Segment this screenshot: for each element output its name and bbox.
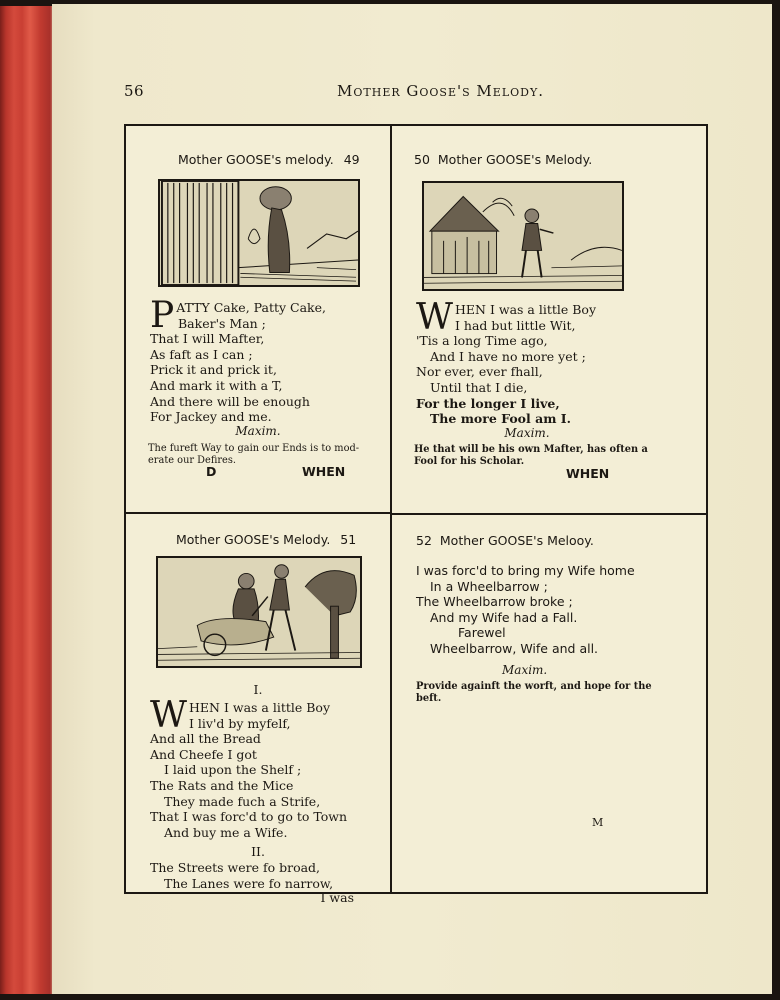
- facsimile-frame: [124, 124, 708, 905]
- verse-line: They made fuch a Strife,: [164, 793, 321, 809]
- verse-line: The Wheelbarrow broke ;: [416, 594, 573, 609]
- verse-line: Prick it and prick it,: [150, 362, 277, 378]
- verse-2: [150, 860, 386, 891]
- panel-page-number: 51: [340, 532, 357, 547]
- stanza-label: I.: [253, 682, 263, 697]
- panel-page-number: 52: [416, 533, 432, 548]
- verse-line: And all the Bread: [150, 731, 261, 747]
- verse-line: And I have no more yet ;: [430, 348, 586, 364]
- maxim-text: He that will be his own Mafter, has often a Fool for his Scholar.: [414, 444, 648, 467]
- catchword: M: [592, 816, 604, 829]
- verse-line: The Rats and the Mice: [150, 777, 294, 793]
- page-number: 56: [124, 82, 145, 100]
- running-title: Mother Goose's Melody.: [337, 82, 544, 100]
- verse-line: The Lanes were fo narrow,: [164, 875, 334, 891]
- verse-line: ATTY Cake, Patty Cake,: [176, 300, 326, 315]
- panel-header: [176, 532, 356, 548]
- panel-header-text: Mother GOOSE's melody.: [178, 152, 334, 167]
- panel-header: [178, 152, 360, 168]
- maxim-text: Provide againft the worft, and hope for the beft.: [416, 681, 652, 704]
- verse-line: Wheelbarrow, Wife and all.: [430, 640, 599, 656]
- verse: [416, 297, 702, 427]
- verse-line: I had but little Wit,: [455, 317, 576, 333]
- maxim-title: Maxim.: [235, 424, 281, 438]
- catchword: WHEN: [302, 464, 346, 479]
- verse-line: I laid upon the Shelf ;: [164, 762, 302, 778]
- drop-cap: W: [150, 695, 188, 736]
- verse-line: HEN I was a little Boy: [189, 700, 331, 715]
- verse-line: The Streets were fo broad,: [150, 860, 321, 875]
- verse-line: That I was forc'd to go to Town: [150, 809, 348, 825]
- verse-line: Until that I die,: [430, 379, 528, 395]
- verse-line: 'Tis a long Time ago,: [416, 333, 548, 349]
- verse-line: And Cheefe I got: [150, 746, 257, 762]
- stanza-label: II.: [251, 844, 265, 859]
- verse-line: And there will be enough: [150, 393, 310, 409]
- woodcut-illustration: [422, 181, 624, 291]
- verse-line: And my Wife had a Fall.: [430, 609, 578, 625]
- panel-51: [126, 514, 390, 905]
- drop-cap: W: [416, 297, 454, 338]
- verse-line: And mark it with a T,: [150, 377, 283, 393]
- woodcut-illustration: [158, 179, 360, 287]
- verse-line: That I will Mafter,: [150, 331, 265, 347]
- verse-line: I liv'd by myfelf,: [189, 715, 291, 731]
- verse-line: HEN I was a little Boy: [455, 302, 597, 317]
- maxim-text: The fureft Way to gain our Ends is to mod- erate our Defires.: [148, 443, 360, 466]
- panel-page-number: 50: [414, 152, 430, 167]
- verse-line: Nor ever, ever fhall,: [416, 364, 543, 380]
- maxim-title: Maxim.: [502, 663, 548, 677]
- panel-header-text: Mother GOOSE's Melody.: [437, 152, 593, 167]
- verse-line: In a Wheelbarrow ;: [430, 578, 548, 594]
- verse-line: And buy me a Wife.: [164, 824, 288, 840]
- verse: [150, 695, 386, 840]
- panel-header: [414, 152, 592, 168]
- verse: [150, 295, 386, 425]
- panel-page-number: 49: [343, 152, 360, 167]
- verse-line: As faft as I can ;: [150, 346, 253, 362]
- verse-line: I was forc'd to bring my Wife home: [416, 563, 635, 578]
- verse: [416, 563, 706, 656]
- signature-mark: D: [206, 464, 217, 479]
- verse-line: Baker's Man ;: [178, 315, 266, 331]
- panel-50: [392, 126, 706, 512]
- panel-52: [392, 515, 706, 892]
- panel-header: [416, 533, 594, 549]
- verse-line: For Jackey and me.: [150, 409, 272, 425]
- verse-line: The more Fool am I.: [430, 411, 571, 427]
- panel-header-text: Mother GOOSE's Melooy.: [439, 533, 594, 548]
- panel-49: [126, 126, 390, 512]
- drop-cap: P: [150, 295, 175, 336]
- catchword: I was: [320, 890, 354, 905]
- verse-line: For the longer I live,: [416, 395, 560, 411]
- page-edge-red: [0, 6, 56, 994]
- maxim-title: Maxim.: [504, 426, 550, 440]
- verse-line: Farewel: [458, 625, 506, 640]
- woodcut-illustration: [156, 556, 362, 668]
- panel-header-text: Mother GOOSE's Melody.: [176, 532, 331, 547]
- catchword: WHEN: [566, 466, 610, 481]
